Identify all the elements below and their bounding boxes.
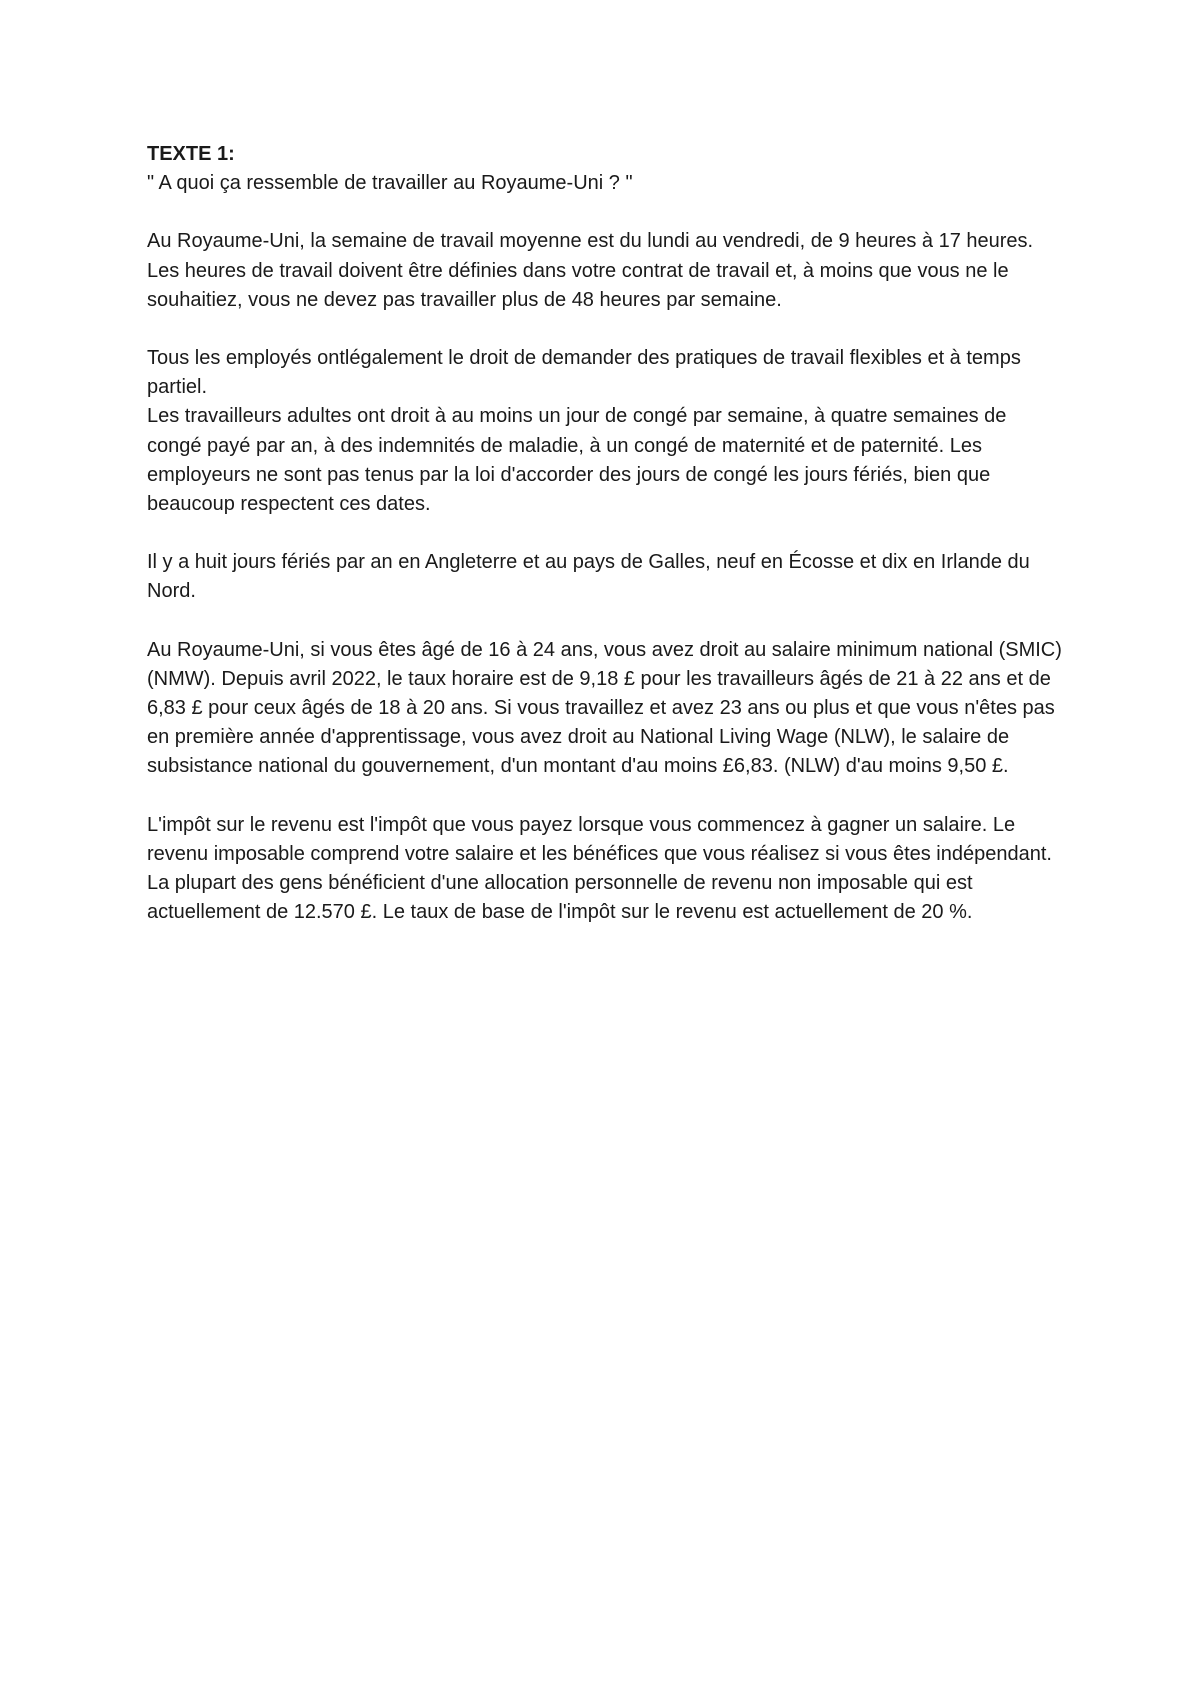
document-subtitle: " A quoi ça ressemble de travailler au Royaume-Uni ? " [147,172,633,195]
paragraph-working-hours: Au Royaume-Uni, la semaine de travail moyenne est du lundi au vendredi, de 9 heures à 17 heures. Les heures de travail doivent être définies dans votre contrat de travail et, à moins que vous ne le souhaitiez, vous ne devez pas travailler plus de 48 heures par semaine. [147,230,1034,311]
document-page [147,140,1062,927]
paragraph-flexible-work: Tous les employés ontlégalement le droit de demander des pratiques de travail flexibles et à temps partiel. [147,347,1021,399]
paragraph-minimum-wage: Au Royaume-Uni, si vous êtes âgé de 16 à 24 ans, vous avez droit au salaire minimum national (SMIC) (NMW). Depuis avril 2022, le taux horaire est de 9,18 £ pour les travailleurs âgés de 21 à 22 ans et de 6,83 £ pour ceux âgés de 18 à 20 ans. Si vous travaillez et avez 23 ans ou plus et que vous n'êtes pas en première année d'apprentissage, vous avez droit au National Living Wage (NLW), le salaire de subsistance national du gouvernement, d'un montant d'au moins £6,83. (NLW) d'au moins 9,50 £. [147,638,1062,778]
paragraph-income-tax: L'impôt sur le revenu est l'impôt que vous payez lorsque vous commencez à gagner un salaire. Le revenu imposable comprend votre salaire et les bénéfices que vous réalisez si vous êtes indépendant. La plupart des gens bénéficient d'une allocation personnelle de revenu non imposable qui est actuellement de 12.570 £. Le taux de base de l'impôt sur le revenu est actuellement de 20 %. [147,813,1052,924]
paragraph-leave-rights: Les travailleurs adultes ont droit à au moins un jour de congé par semaine, à quatre semaines de congé payé par an, à des indemnités de maladie, à un congé de maternité et de paternité. Les employeurs ne sont pas tenus par la loi d'accorder des jours de congé les jours fériés, bien que beaucoup respectent ces dates. [147,405,1007,516]
paragraph-bank-holidays: Il y a huit jours fériés par an en Angleterre et au pays de Galles, neuf en Écosse et dix en Irlande du Nord. [147,551,1030,603]
document-title: TEXTE 1: [147,143,235,165]
